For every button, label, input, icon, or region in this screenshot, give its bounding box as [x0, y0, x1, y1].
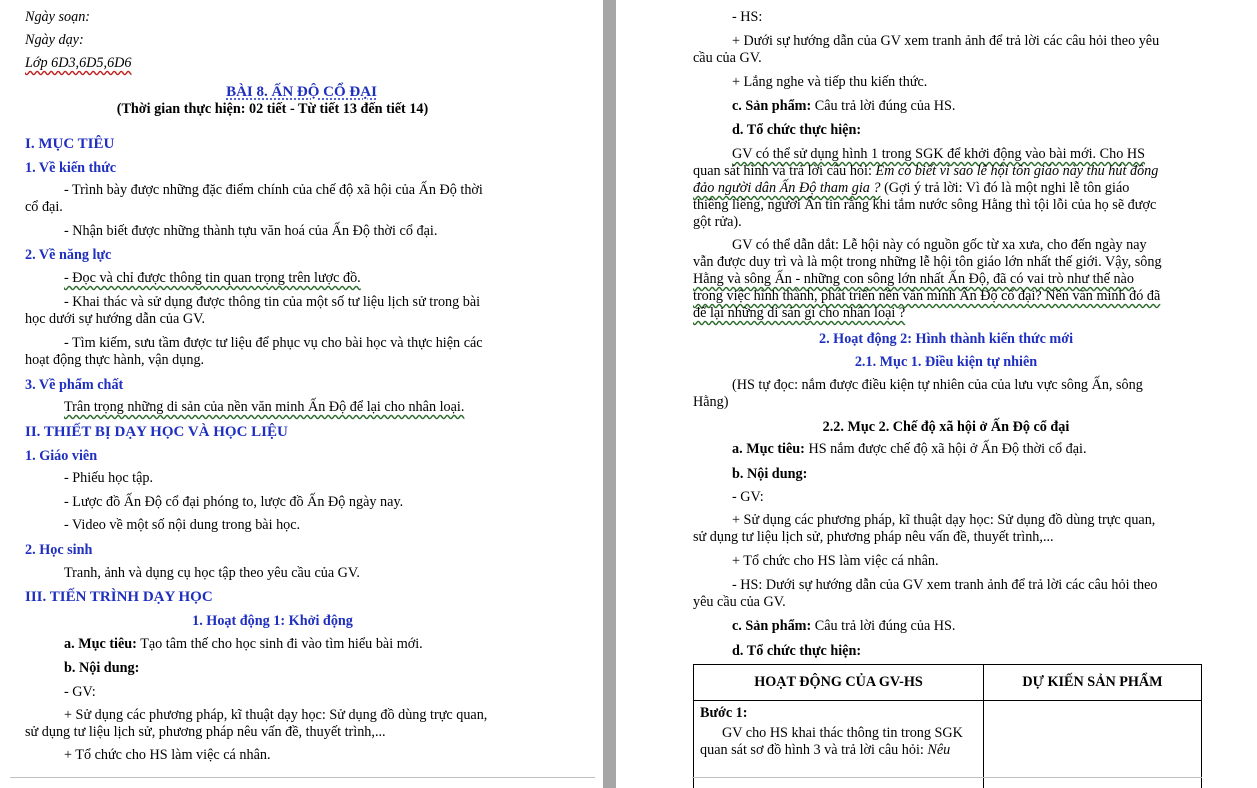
text-line: b. Nội dung:	[64, 660, 140, 676]
text-line: c. Sản phẩm: Câu trả lời đúng của HS.	[732, 618, 956, 634]
lesson-subtitle: (Thời gian thực hiện: 02 tiết - Từ tiết 13 đến tiết 14)	[116, 101, 429, 117]
text-line: gột rửa).	[693, 214, 742, 230]
text-line: hoạt động thực hành, vận dụng.	[25, 352, 205, 368]
text-line: d. Tổ chức thực hiện:	[732, 643, 862, 659]
text-line: GV có thể sử dụng hình 1 trong SGK để khởi động vào bài mới. Cho HS	[732, 146, 1145, 162]
text-line: a. Mục tiêu: HS nắm được chế độ xã hội ở Ấn Độ thời cổ đại.	[732, 441, 1087, 457]
text-line: cầu của GV.	[693, 50, 762, 66]
heading-student: 2. Học sinh	[25, 542, 93, 558]
text-line: (HS tự đọc: nắm được điều kiện tự nhiên của của lưu vực sông Ấn, sông	[732, 377, 1143, 393]
text-line: - HS:	[732, 9, 763, 25]
text-line: + Tổ chức cho HS làm việc cá nhân.	[64, 747, 271, 763]
text-line: quan sát hình và trả lời câu hỏi: Em có biết vì sao lễ hội tôn giáo này thu hút đông	[693, 163, 1159, 179]
text-line: trong việc hình thành, phát triển nền văn minh Ấn Độ cổ đại? Nền văn minh đó đã	[693, 288, 1161, 304]
text-line: yêu cầu của GV.	[693, 594, 786, 610]
section-process: III. TIẾN TRÌNH DẠY HỌC	[25, 589, 213, 605]
document-page-left	[0, 0, 603, 788]
table-cell-step: Bước 1:	[700, 705, 748, 721]
text-line: - HS: Dưới sự hướng dẫn của GV xem tranh ảnh để trả lời các câu hỏi theo	[732, 577, 1158, 593]
text-line: Tranh, ảnh và dụng cụ học tập theo yêu cầu của GV.	[64, 565, 360, 581]
text-line: học dưới sự hướng dẫn của GV.	[25, 311, 206, 327]
text-line: cổ đại.	[25, 199, 63, 215]
text-line: đảo người dân Ấn Độ tham gia ? (Gợi ý trả lời: Vì đó là một nghi lễ tôn giáo	[693, 180, 1130, 196]
class-list: Lớp 6D3,6D5,6D6	[25, 55, 132, 71]
text-line: để lại những di sản gì cho nhân loại ?	[693, 305, 906, 321]
table-cell-text: quan sát sơ đồ hình 3 và trả lời câu hỏi: Nêu	[700, 742, 951, 758]
activity-table	[693, 664, 1202, 788]
text-line: + Sử dụng các phương pháp, kĩ thuật dạy học: Sử dụng đồ dùng trực quan,	[64, 707, 488, 723]
text-line: thiêng liêng, người Ấn tin rằng khi tắm nước sông Hằng thì tội lỗi của họ sẽ được	[693, 197, 1157, 213]
text-line: sử dụng tư liệu lịch sử, phương pháp nêu vấn đề, thuyết trình,...	[693, 529, 1054, 545]
date-prepared: Ngày soạn:	[25, 9, 91, 25]
text-line: - Trình bày được những đặc điểm chính của chế độ xã hội của Ấn Độ thời	[64, 182, 483, 198]
text-line: - Nhận biết được những thành tựu văn hoá của Ấn Độ thời cổ đại.	[64, 223, 438, 239]
heading-qualities: 3. Về phẩm chất	[25, 377, 124, 393]
text-line: d. Tổ chức thực hiện:	[732, 122, 862, 138]
table-cell-text: GV cho HS khai thác thông tin trong SGK	[722, 725, 963, 741]
heading-section-2-2: 2.2. Mục 2. Chế độ xã hội ở Ấn Độ cổ đại	[822, 419, 1070, 435]
heading-activity-2: 2. Hoạt động 2: Hình thành kiến thức mới	[818, 331, 1074, 347]
text-line: - Khai thác và sử dụng được thông tin của một số tư liệu lịch sử trong bài	[64, 294, 481, 310]
text-line: - GV:	[64, 684, 96, 700]
text-line: Trân trọng những di sản của nền văn minh Ấn Độ để lại cho nhân loại.	[64, 399, 465, 415]
text-line: a. Mục tiêu: Tạo tâm thế cho học sinh đi vào tìm hiểu bài mới.	[64, 636, 423, 652]
text-line: vẫn được duy trì và là một trong những lễ hội tôn giáo lớn nhất thế giới. Vậy, sông	[693, 254, 1162, 270]
text-line: Hằng)	[693, 394, 729, 410]
heading-activity-1: 1. Hoạt động 1: Khởi động	[192, 613, 353, 629]
text-line: - Tìm kiếm, sưu tầm được tư liệu để phục vụ cho bài học và thực hiện các	[64, 335, 483, 351]
section-objectives: I. MỤC TIÊU	[25, 136, 115, 152]
table-header-product: DỰ KIẾN SẢN PHẨM	[1022, 674, 1163, 690]
heading-teacher: 1. Giáo viên	[25, 448, 98, 464]
text-line: Hằng và sông Ấn - những con sông lớn nhất Ấn Độ, đã có vai trò như thế nào	[693, 271, 1134, 287]
text-line: b. Nội dung:	[732, 466, 808, 482]
heading-knowledge: 1. Về kiến thức	[25, 160, 117, 176]
section-equipment: II. THIẾT BỊ DẠY HỌC VÀ HỌC LIỆU	[25, 424, 288, 440]
heading-competence: 2. Về năng lực	[25, 247, 112, 263]
text-line: - Phiếu học tập.	[64, 470, 154, 486]
page-gutter	[603, 0, 616, 788]
text-line: - Đọc và chỉ được thông tin quan trọng trên lược đồ.	[64, 270, 361, 286]
text-line: GV có thể dẫn dắt: Lễ hội này có nguồn gốc từ xa xưa, cho đến ngày nay	[732, 237, 1147, 253]
text-line: + Dưới sự hướng dẫn của GV xem tranh ảnh để trả lời các câu hỏi theo yêu	[732, 33, 1160, 49]
text-line: + Sử dụng các phương pháp, kĩ thuật dạy học: Sử dụng đồ dùng trực quan,	[732, 512, 1156, 528]
heading-section-2-1: 2.1. Mục 1. Điều kiện tự nhiên	[854, 354, 1038, 370]
lesson-title: BÀI 8. ẤN ĐỘ CỔ ĐẠI	[226, 84, 377, 100]
page-bottom-edge	[10, 777, 595, 778]
page-bottom-edge	[692, 777, 1202, 778]
text-line: sử dụng tư liệu lịch sử, phương pháp nêu vấn đề, thuyết trình,...	[25, 724, 386, 740]
text-line: - Video về một số nội dung trong bài học.	[64, 517, 301, 533]
text-line: + Lắng nghe và tiếp thu kiến thức.	[732, 74, 928, 90]
table-header-activity: HOẠT ĐỘNG CỦA GV-HS	[754, 674, 923, 690]
text-line: - GV:	[732, 489, 764, 505]
text-line: - Lược đồ Ấn Độ cổ đại phóng to, lược đồ Ấn Độ ngày nay.	[64, 494, 404, 510]
document-page-right	[616, 0, 1257, 788]
text-line: + Tổ chức cho HS làm việc cá nhân.	[732, 553, 939, 569]
text-line: c. Sản phẩm: Câu trả lời đúng của HS.	[732, 98, 956, 114]
date-taught: Ngày dạy:	[25, 32, 84, 48]
